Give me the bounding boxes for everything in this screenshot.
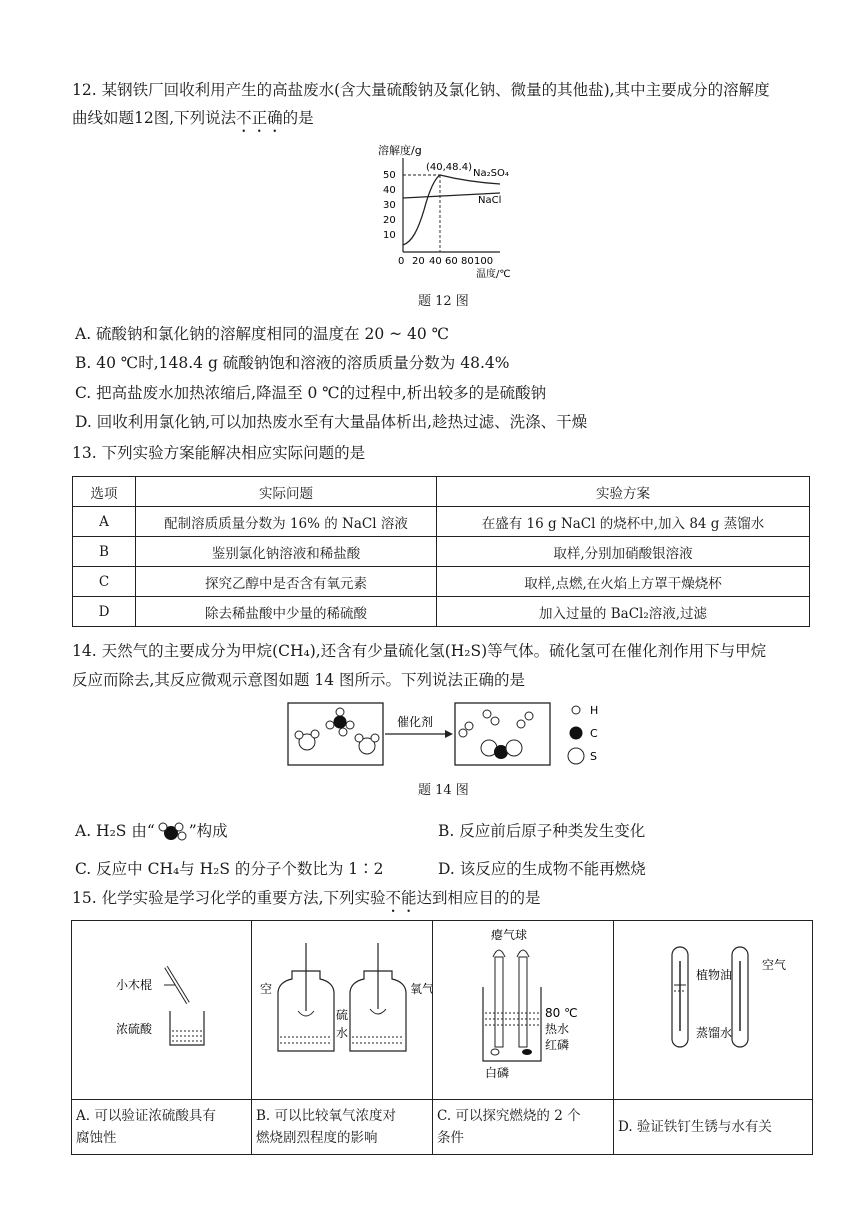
xtick-0: 0 xyxy=(398,256,405,267)
hydrogen-atom xyxy=(465,722,473,730)
row-option: A xyxy=(73,507,136,537)
test-tube xyxy=(519,957,527,1047)
xtick-80: 80 xyxy=(461,256,474,267)
q12-option-b: B. 40 ℃时,148.4 g 硫酸钠饱和溶液的溶质质量分数为 48.4% xyxy=(75,354,510,372)
row-plan: 取样,分别加硝酸银溶液 xyxy=(437,537,810,567)
ytick-40: 40 xyxy=(383,185,396,196)
row-plan: 取样,点燃,在火焰上方罩干燥烧杯 xyxy=(437,567,810,597)
chart-series-na2so4: Na₂SO₄ xyxy=(473,168,509,179)
row-problem: 探究乙醇中是否含有氧元素 xyxy=(136,567,437,597)
caption-a-line1: A. 可以验证浓硫酸具有 xyxy=(76,1108,216,1124)
row-problem: 除去稀盐酸中少量的稀硫酸 xyxy=(136,597,437,627)
legend-h-label: H xyxy=(590,704,599,717)
hydrogen-atom xyxy=(525,712,533,720)
caption-c xyxy=(433,1100,614,1155)
spoon-bowl xyxy=(298,1011,314,1016)
chart-xlabel: 温度/℃ xyxy=(476,269,511,280)
q12-option-a: A. 硫酸钠和氯化钠的溶解度相同的温度在 20 ~ 40 ℃ xyxy=(75,325,450,343)
q14-option-a xyxy=(75,821,228,842)
xtick-100: 100 xyxy=(474,256,494,267)
hydrogen-atom xyxy=(517,720,525,728)
hydrogen-atom xyxy=(326,721,334,729)
legend-c-label: C xyxy=(590,727,598,740)
chart-point-label: (40,48.4) xyxy=(426,162,472,173)
oxygen-label: 氧气 xyxy=(410,982,432,996)
table-header-row xyxy=(73,477,810,507)
chart-ylabel: 溶解度/g xyxy=(378,144,422,157)
solubility-chart xyxy=(370,140,530,280)
white-phosphorus-label: 白磷 xyxy=(485,1066,510,1080)
legend-sulfur-icon xyxy=(568,748,584,764)
caption-b xyxy=(252,1100,433,1155)
figure-b xyxy=(252,921,432,1095)
sulfur-label: 硫 xyxy=(336,1008,349,1022)
header-problem: 实际问题 xyxy=(136,477,437,507)
ytick-50: 50 xyxy=(383,170,396,181)
caption-a xyxy=(72,1100,252,1155)
q14-option-b: B. 反应前后原子种类发生变化 xyxy=(438,822,646,840)
hydrogen-atom xyxy=(483,710,491,718)
hot-water-label: 热水 xyxy=(545,1022,570,1036)
stick-label: 小木棍 xyxy=(116,978,153,992)
q15-table xyxy=(71,920,813,1155)
q14-stem-line2: 反应而除去,其反应微观示意图如题 14 图所示。下列说法正确的是 xyxy=(72,671,526,689)
balloon-icon xyxy=(517,950,529,957)
figure-a-cell xyxy=(72,921,252,1100)
figure-d-cell xyxy=(614,921,813,1100)
q12-stem-pre: 曲线如题12图,下列说法 xyxy=(72,109,237,127)
figures-row xyxy=(72,921,813,1100)
red-phosphorus-label: 红磷 xyxy=(545,1038,570,1052)
hydrogen-atom xyxy=(295,731,303,739)
figure-a xyxy=(72,921,251,1095)
caption-c-line2: 条件 xyxy=(437,1130,464,1146)
caption-a-line2: 腐蚀性 xyxy=(76,1130,117,1146)
hydrogen-atom xyxy=(339,728,347,736)
table-row xyxy=(73,567,810,597)
hydrogen-atom xyxy=(459,729,467,737)
legend-carbon-icon xyxy=(570,727,583,740)
caption-d xyxy=(614,1100,813,1155)
q14-option-a-post: ”构成 xyxy=(188,822,228,840)
chart-series-nacl: NaCl xyxy=(478,195,502,206)
table-row xyxy=(73,537,810,567)
legend-s-label: S xyxy=(590,750,597,763)
figure-d xyxy=(614,921,812,1095)
row-problem: 配制溶质质量分数为 16% 的 NaCl 溶液 xyxy=(136,507,437,537)
q15-stem-pre: 15. 化学实验是学习化学的重要方法,下列实验 xyxy=(72,889,386,907)
temp-label: 80 ℃ xyxy=(545,1006,578,1020)
legend-hydrogen-icon xyxy=(572,706,580,714)
balloon-label: 瘪气球 xyxy=(491,928,528,942)
xtick-40: 40 xyxy=(429,256,442,267)
xtick-20: 20 xyxy=(412,256,425,267)
arrow-head xyxy=(445,730,453,738)
q12-option-c: C. 把高盐废水加热浓缩后,降温至 0 ℃的过程中,析出较多的是硫酸钠 xyxy=(75,384,547,402)
row-option: B xyxy=(73,537,136,567)
hydrogen-atom xyxy=(346,721,354,729)
figure-c xyxy=(433,921,613,1095)
catalyst-label: 催化剂 xyxy=(397,715,434,729)
hydrogen-atom xyxy=(336,708,344,716)
header-option: 选项 xyxy=(73,477,136,507)
red-phosphorus xyxy=(522,1049,532,1055)
row-plan: 加入过量的 BaCl₂溶液,过滤 xyxy=(437,597,810,627)
header-plan: 实验方案 xyxy=(437,477,810,507)
q14-option-c: C. 反应中 CH₄与 H₂S 的分子个数比为 1∶2 xyxy=(75,860,384,878)
q12-emphasis: 不正确 xyxy=(236,109,283,127)
row-option: C xyxy=(73,567,136,597)
distilled-water-label: 蒸馏水 xyxy=(696,1026,733,1040)
hydrogen-atom xyxy=(311,730,319,738)
q15-emphasis: 不能 xyxy=(385,889,417,907)
q14-stem-line1: 14. 天然气的主要成分为甲烷(CH₄),还含有少量硫化氢(H₂S)等气体。硫化氢可在催化剂作用下与甲烷 xyxy=(72,642,767,660)
figure-b-cell xyxy=(252,921,433,1100)
q15-stem-post: 达到相应目的的是 xyxy=(416,889,541,907)
caption-b-line2: 燃烧剧烈程度的影响 xyxy=(256,1130,378,1146)
row-plan: 在盛有 16 g NaCl 的烧杯中,加入 84 g 蒸馏水 xyxy=(437,507,810,537)
q12-option-d: D. 回收利用氯化钠,可以加热废水至有大量晶体析出,趁热过滤、洗涤、干燥 xyxy=(75,413,588,431)
h2s-molecule-icon xyxy=(155,822,189,842)
q14-option-d: D. 该反应的生成物不能再燃烧 xyxy=(438,860,646,878)
oil-label: 植物油 xyxy=(696,968,733,982)
air-label: 空 xyxy=(260,982,273,996)
q14-figure-caption: 题 14 图 xyxy=(418,783,469,798)
q15-stem xyxy=(72,888,541,916)
ytick-20: 20 xyxy=(383,215,396,226)
balloon-icon xyxy=(493,950,505,957)
table-row xyxy=(73,507,810,537)
reaction-diagram xyxy=(285,700,625,770)
hydrogen-atom xyxy=(371,734,379,742)
caption-d-line1: D. 验证铁钉生锈与水有关 xyxy=(618,1119,772,1135)
spoon-bowl xyxy=(370,1009,386,1014)
curve-na2so4 xyxy=(403,175,500,245)
table-row xyxy=(73,597,810,627)
air-label: 空气 xyxy=(762,958,787,972)
caption-c-line1: C. 可以探究燃烧的 2 个 xyxy=(437,1108,581,1124)
q12-stem-line2 xyxy=(72,108,314,136)
acid-label: 浓硫酸 xyxy=(116,1022,153,1036)
q12-figure-caption: 题 12 图 xyxy=(418,294,469,309)
hydrogen-atom xyxy=(355,734,363,742)
q13-table xyxy=(72,476,810,627)
test-tube xyxy=(495,957,503,1047)
q13-stem: 13. 下列实验方案能解决相应实际问题的是 xyxy=(72,444,366,462)
captions-row xyxy=(72,1100,813,1155)
q12-stem-line1: 12. 某钢铁厂回收利用产生的高盐废水(含大量硫酸钠及氯化钠、微量的其他盐),其中主要成分的溶解度 xyxy=(72,81,770,99)
q12-stem-post: 的是 xyxy=(282,109,314,127)
figure-c-cell xyxy=(433,921,614,1100)
ytick-30: 30 xyxy=(383,200,396,211)
beaker xyxy=(170,1011,204,1045)
xtick-60: 60 xyxy=(445,256,458,267)
row-option: D xyxy=(73,597,136,627)
sulfur-atom xyxy=(506,740,522,756)
caption-b-line1: B. 可以比较氧气浓度对 xyxy=(256,1108,397,1124)
carbon-atom xyxy=(334,716,347,729)
row-problem: 鉴别氯化钠溶液和稀盐酸 xyxy=(136,537,437,567)
q14-option-a-pre: A. H₂S 由“ xyxy=(75,822,155,840)
white-phosphorus xyxy=(491,1049,499,1055)
ytick-10: 10 xyxy=(383,230,396,241)
hydrogen-atom xyxy=(491,717,499,725)
water-label: 水 xyxy=(336,1026,349,1040)
